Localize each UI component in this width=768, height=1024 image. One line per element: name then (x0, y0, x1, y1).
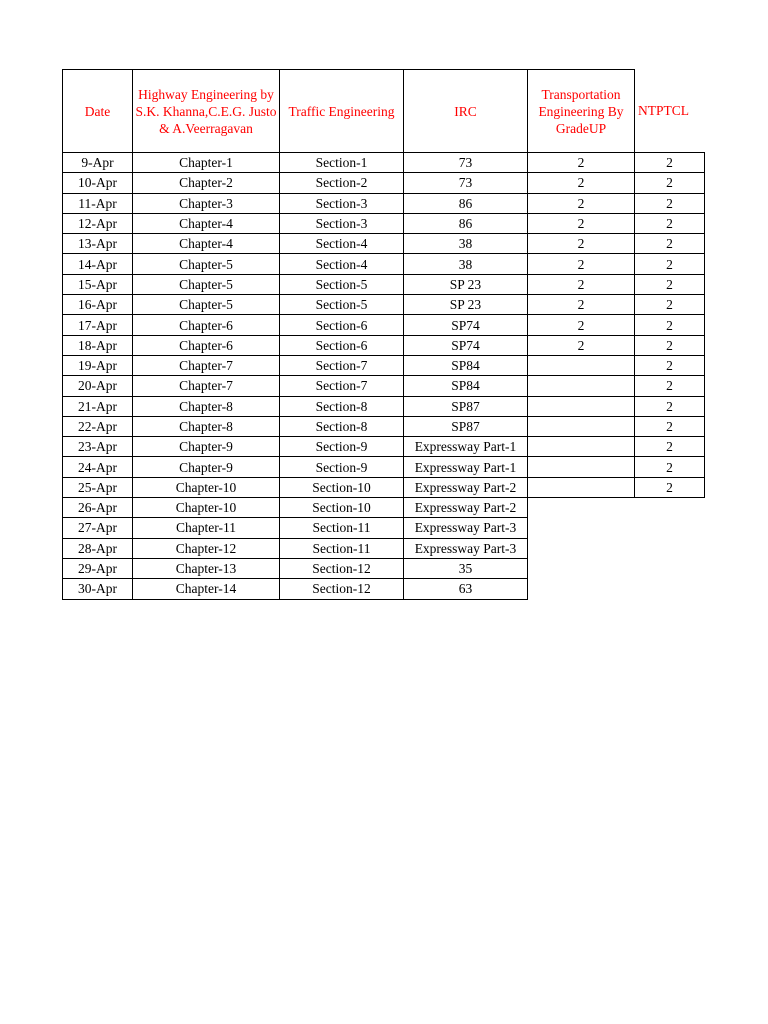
cell-transportation-engineering (528, 477, 635, 497)
header-row (63, 70, 705, 153)
cell-date: 18-Apr (63, 335, 133, 355)
cell-traffic-engineering: Section-7 (280, 376, 404, 396)
cell-traffic-engineering: Section-6 (280, 315, 404, 335)
cell-ntptcl: 2 (635, 376, 705, 396)
table-row (63, 234, 705, 254)
cell-date: 23-Apr (63, 437, 133, 457)
cell-irc: SP87 (404, 396, 528, 416)
table-row (63, 477, 705, 497)
cell-highway-engineering: Chapter-9 (133, 437, 280, 457)
cell-highway-engineering: Chapter-7 (133, 376, 280, 396)
cell-traffic-engineering: Section-11 (280, 538, 404, 558)
cell-highway-engineering: Chapter-8 (133, 396, 280, 416)
cell-highway-engineering: Chapter-2 (133, 173, 280, 193)
cell-ntptcl: 2 (635, 396, 705, 416)
table-row (63, 376, 705, 396)
table-row (63, 274, 705, 294)
table-row (63, 213, 705, 233)
cell-irc: Expressway Part-3 (404, 518, 528, 538)
cell-irc: 73 (404, 173, 528, 193)
cell-date: 9-Apr (63, 153, 133, 173)
cell-transportation-engineering: 2 (528, 153, 635, 173)
cell-ntptcl: 2 (635, 254, 705, 274)
cell-transportation-engineering: 2 (528, 315, 635, 335)
cell-transportation-engineering (528, 538, 635, 558)
cell-ntptcl: 2 (635, 274, 705, 294)
cell-date: 10-Apr (63, 173, 133, 193)
cell-traffic-engineering: Section-1 (280, 153, 404, 173)
cell-traffic-engineering: Section-9 (280, 437, 404, 457)
cell-transportation-engineering (528, 558, 635, 578)
cell-highway-engineering: Chapter-4 (133, 234, 280, 254)
table-row (63, 498, 705, 518)
cell-transportation-engineering: 2 (528, 173, 635, 193)
cell-traffic-engineering: Section-4 (280, 254, 404, 274)
header-traffic-engineering: Traffic Engineering (280, 70, 404, 153)
cell-irc: SP 23 (404, 274, 528, 294)
cell-irc: 38 (404, 234, 528, 254)
cell-transportation-engineering (528, 355, 635, 375)
cell-irc: SP87 (404, 416, 528, 436)
cell-traffic-engineering: Section-5 (280, 295, 404, 315)
cell-date: 16-Apr (63, 295, 133, 315)
cell-irc: Expressway Part-2 (404, 477, 528, 497)
cell-ntptcl: 2 (635, 437, 705, 457)
cell-highway-engineering: Chapter-10 (133, 498, 280, 518)
cell-date: 29-Apr (63, 558, 133, 578)
cell-traffic-engineering: Section-8 (280, 396, 404, 416)
cell-highway-engineering: Chapter-11 (133, 518, 280, 538)
cell-ntptcl: 2 (635, 213, 705, 233)
table-row (63, 315, 705, 335)
cell-ntptcl (635, 518, 705, 538)
table-row (63, 579, 705, 599)
cell-traffic-engineering: Section-6 (280, 335, 404, 355)
table-row (63, 457, 705, 477)
cell-ntptcl: 2 (635, 153, 705, 173)
cell-transportation-engineering: 2 (528, 335, 635, 355)
cell-irc: SP74 (404, 335, 528, 355)
table-row (63, 396, 705, 416)
cell-irc: 86 (404, 213, 528, 233)
cell-traffic-engineering: Section-4 (280, 234, 404, 254)
table-row (63, 335, 705, 355)
cell-highway-engineering: Chapter-10 (133, 477, 280, 497)
cell-date: 28-Apr (63, 538, 133, 558)
cell-date: 20-Apr (63, 376, 133, 396)
cell-irc: 38 (404, 254, 528, 274)
table-row (63, 355, 705, 375)
cell-ntptcl (635, 498, 705, 518)
table-row (63, 416, 705, 436)
cell-traffic-engineering: Section-10 (280, 498, 404, 518)
cell-transportation-engineering (528, 579, 635, 599)
cell-highway-engineering: Chapter-5 (133, 274, 280, 294)
cell-highway-engineering: Chapter-14 (133, 579, 280, 599)
cell-highway-engineering: Chapter-3 (133, 193, 280, 213)
cell-ntptcl: 2 (635, 315, 705, 335)
cell-highway-engineering: Chapter-5 (133, 254, 280, 274)
cell-highway-engineering: Chapter-9 (133, 457, 280, 477)
cell-date: 15-Apr (63, 274, 133, 294)
cell-transportation-engineering (528, 457, 635, 477)
table-body (63, 153, 705, 600)
table-row (63, 193, 705, 213)
cell-ntptcl: 2 (635, 295, 705, 315)
cell-traffic-engineering: Section-10 (280, 477, 404, 497)
table-row (63, 558, 705, 578)
table-row (63, 518, 705, 538)
cell-irc: SP84 (404, 355, 528, 375)
cell-traffic-engineering: Section-3 (280, 213, 404, 233)
table-row (63, 538, 705, 558)
cell-traffic-engineering: Section-11 (280, 518, 404, 538)
cell-traffic-engineering: Section-5 (280, 274, 404, 294)
cell-transportation-engineering: 2 (528, 193, 635, 213)
cell-traffic-engineering: Section-7 (280, 355, 404, 375)
cell-ntptcl (635, 538, 705, 558)
cell-date: 14-Apr (63, 254, 133, 274)
cell-irc: SP 23 (404, 295, 528, 315)
cell-traffic-engineering: Section-12 (280, 558, 404, 578)
cell-ntptcl: 2 (635, 477, 705, 497)
cell-ntptcl (635, 579, 705, 599)
table-row (63, 153, 705, 173)
header-date: Date (63, 70, 133, 153)
cell-irc: Expressway Part-3 (404, 538, 528, 558)
study-schedule-table (62, 69, 705, 600)
cell-highway-engineering: Chapter-1 (133, 153, 280, 173)
cell-date: 26-Apr (63, 498, 133, 518)
cell-highway-engineering: Chapter-5 (133, 295, 280, 315)
cell-irc: 86 (404, 193, 528, 213)
cell-irc: SP84 (404, 376, 528, 396)
cell-ntptcl: 2 (635, 193, 705, 213)
cell-highway-engineering: Chapter-4 (133, 213, 280, 233)
table-row (63, 295, 705, 315)
cell-transportation-engineering: 2 (528, 274, 635, 294)
header-ntptcl: NTPTCL (638, 103, 690, 119)
cell-highway-engineering: Chapter-8 (133, 416, 280, 436)
cell-date: 30-Apr (63, 579, 133, 599)
cell-date: 25-Apr (63, 477, 133, 497)
cell-transportation-engineering: 2 (528, 295, 635, 315)
cell-transportation-engineering: 2 (528, 254, 635, 274)
cell-ntptcl: 2 (635, 355, 705, 375)
cell-irc: 73 (404, 153, 528, 173)
cell-ntptcl: 2 (635, 234, 705, 254)
cell-highway-engineering: Chapter-12 (133, 538, 280, 558)
cell-highway-engineering: Chapter-7 (133, 355, 280, 375)
cell-date: 19-Apr (63, 355, 133, 375)
cell-transportation-engineering: 2 (528, 234, 635, 254)
cell-ntptcl: 2 (635, 335, 705, 355)
cell-date: 24-Apr (63, 457, 133, 477)
cell-irc: SP74 (404, 315, 528, 335)
cell-traffic-engineering: Section-2 (280, 173, 404, 193)
table-row (63, 437, 705, 457)
table-row (63, 254, 705, 274)
cell-traffic-engineering: Section-12 (280, 579, 404, 599)
cell-transportation-engineering (528, 376, 635, 396)
cell-ntptcl: 2 (635, 173, 705, 193)
table-row (63, 173, 705, 193)
cell-date: 21-Apr (63, 396, 133, 416)
cell-transportation-engineering (528, 518, 635, 538)
cell-highway-engineering: Chapter-13 (133, 558, 280, 578)
cell-transportation-engineering (528, 498, 635, 518)
cell-irc: Expressway Part-2 (404, 498, 528, 518)
cell-traffic-engineering: Section-3 (280, 193, 404, 213)
cell-irc: Expressway Part-1 (404, 437, 528, 457)
cell-transportation-engineering (528, 437, 635, 457)
cell-date: 22-Apr (63, 416, 133, 436)
cell-irc: 35 (404, 558, 528, 578)
cell-ntptcl: 2 (635, 457, 705, 477)
cell-date: 17-Apr (63, 315, 133, 335)
cell-date: 27-Apr (63, 518, 133, 538)
cell-date: 12-Apr (63, 213, 133, 233)
cell-irc: 63 (404, 579, 528, 599)
cell-ntptcl (635, 558, 705, 578)
cell-traffic-engineering: Section-9 (280, 457, 404, 477)
cell-highway-engineering: Chapter-6 (133, 335, 280, 355)
cell-traffic-engineering: Section-8 (280, 416, 404, 436)
cell-highway-engineering: Chapter-6 (133, 315, 280, 335)
cell-transportation-engineering: 2 (528, 213, 635, 233)
cell-date: 13-Apr (63, 234, 133, 254)
cell-transportation-engineering (528, 416, 635, 436)
header-highway-engineering: Highway Engineering by S.K. Khanna,C.E.G. Justo & A.Veerragavan (133, 70, 280, 153)
header-irc: IRC (404, 70, 528, 153)
cell-transportation-engineering (528, 396, 635, 416)
cell-date: 11-Apr (63, 193, 133, 213)
cell-irc: Expressway Part-1 (404, 457, 528, 477)
header-transportation-engineering: Transportation Engineering By GradeUP (528, 70, 635, 153)
cell-ntptcl: 2 (635, 416, 705, 436)
